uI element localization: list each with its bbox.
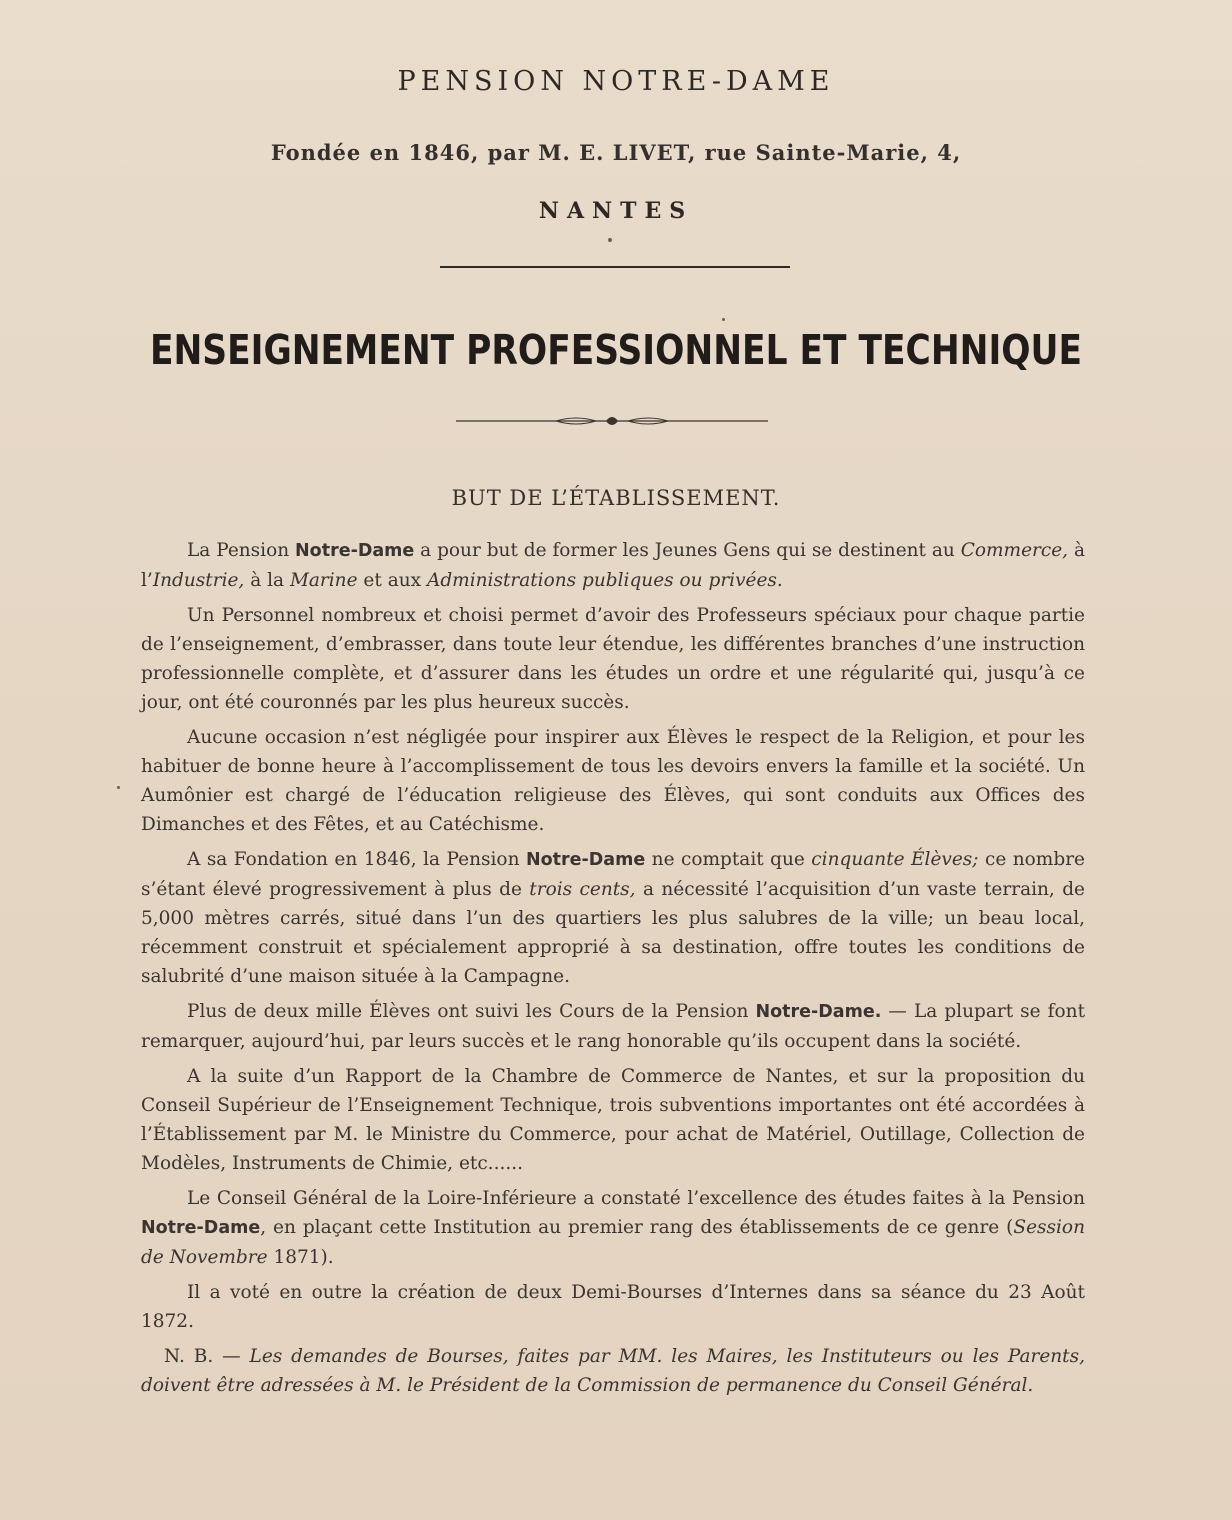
text-run: a nécessité l’acquisition d’un vaste terrain, de 5,000 mètres carrés, situé dans l’un des quartiers les plus salubres de la ville; un beau local, récemment construit et spécialement approprié à sa destination, offre toutes les conditions de salubrité d’une maison située à la Campagne.	[141, 879, 1085, 987]
founding-line: Fondée en 1846, par M. E. LIVET, rue Sainte-Marie, 4,	[270, 140, 962, 165]
text-run: ce nombre s’étant élevé progressivement à plus de	[141, 849, 1085, 900]
header-divider	[440, 266, 790, 268]
italic-run: Session de Novembre	[141, 1217, 1085, 1268]
bold-run: Notre-Dame.	[755, 1002, 882, 1022]
institution-name: PENSION NOTRE-DAME	[397, 66, 835, 97]
text-run: à la	[244, 570, 290, 591]
paragraph-foundation	[141, 845, 1085, 991]
text-run: ne comptait que	[645, 849, 812, 870]
bold-run: Notre-Dame	[141, 1218, 261, 1238]
paper-speck	[117, 786, 120, 789]
paragraph-alumni	[141, 997, 1085, 1056]
paragraph-scholarships: Il a voté en outre la création de deux Demi-Bourses d’Internes dans sa séance du 23 Août 1872.	[141, 1282, 1085, 1332]
text-run: et aux	[357, 570, 427, 591]
text-run: Le Conseil Général de la Loire-Inférieure a constaté l’excellence des études faites à la Pension	[187, 1188, 1085, 1209]
main-title: ENSEIGNEMENT PROFESSIONNEL ET TECHNIQUE	[149, 326, 1083, 374]
text-run: à l’	[141, 540, 1085, 591]
italic-run: Marine	[289, 570, 358, 591]
italic-run: Administrations publiques ou privées.	[426, 570, 783, 591]
nb-text: Les demandes de Bourses, faites par MM. les Maires, les Instituteurs ou les Parents, doivent être adressées à M. le Président de la Commission de permanence du Conseil Général.	[141, 1346, 1085, 1396]
city-name: NANTES	[538, 198, 694, 224]
paragraph-council	[141, 1184, 1085, 1272]
text-run: Plus de deux mille Élèves ont suivi les Cours de la Pension	[187, 1001, 756, 1022]
bold-run: Notre-Dame	[295, 541, 415, 561]
italic-run: Commerce,	[960, 540, 1069, 561]
text-run: a pour but de former les Jeunes Gens qui se destinent au	[414, 540, 961, 561]
italic-run: cinquante Élèves;	[811, 849, 979, 870]
body-text	[141, 536, 1085, 1406]
bold-run: Notre-Dame	[525, 850, 646, 870]
italic-run: Industrie,	[152, 570, 245, 591]
paragraph-religion: Aucune occasion n’est négligée pour inspirer aux Élèves le respect de la Religion, et pour les habituer de bonne heure à l’accomplissement de tous les devoirs envers la famille et la société. Un Aumônier est chargé de l’éducation religieuse des Élèves, qui sont conduits aux Offices des Dimanches et des Fêtes, et au Catéchisme.	[141, 727, 1085, 835]
nb-label: N. B. —	[164, 1346, 250, 1367]
paragraph-staff: Un Personnel nombreux et choisi permet d’avoir des Professeurs spéciaux pour chaque partie de l’enseignement, d’embrasser, dans toute leur étendue, les différentes branches d’une instruction professionnelle complète, et d’assurer dans les études un ordre et une régularité qui, jusqu’à ce jour, ont été couronnés par les plus heureux succès.	[141, 605, 1085, 713]
nota-bene	[141, 1342, 1085, 1400]
text-run: , en plaçant cette Institution au premier rang des établissements de ce genre (	[260, 1217, 1014, 1238]
section-heading: BUT DE L’ÉTABLISSEMENT.	[451, 486, 781, 510]
ornament-divider	[456, 413, 768, 429]
paragraph-subsidies: A la suite d’un Rapport de la Chambre de Commerce de Nantes, et sur la proposition du Conseil Supérieur de l’Enseignement Technique, trois subventions importantes ont été accordées à l’Établissement par M. le Ministre du Commerce, pour achat de Matériel, Outillage, Collection de Modèles, Instruments de Chimie, etc......	[141, 1066, 1085, 1174]
paragraph-purpose	[141, 536, 1085, 595]
italic-run: trois cents,	[529, 879, 636, 900]
text-run: 1871).	[267, 1247, 334, 1268]
text-run: A sa Fondation en 1846, la Pension	[187, 849, 526, 870]
paper-speck	[722, 318, 725, 321]
text-run: La Pension	[187, 540, 296, 561]
paper-speck	[608, 238, 612, 242]
text-run: — La plupart se font remarquer, aujourd’hui, par leurs succès et le rang honorable qu’ils occupent dans la société.	[141, 1001, 1085, 1052]
